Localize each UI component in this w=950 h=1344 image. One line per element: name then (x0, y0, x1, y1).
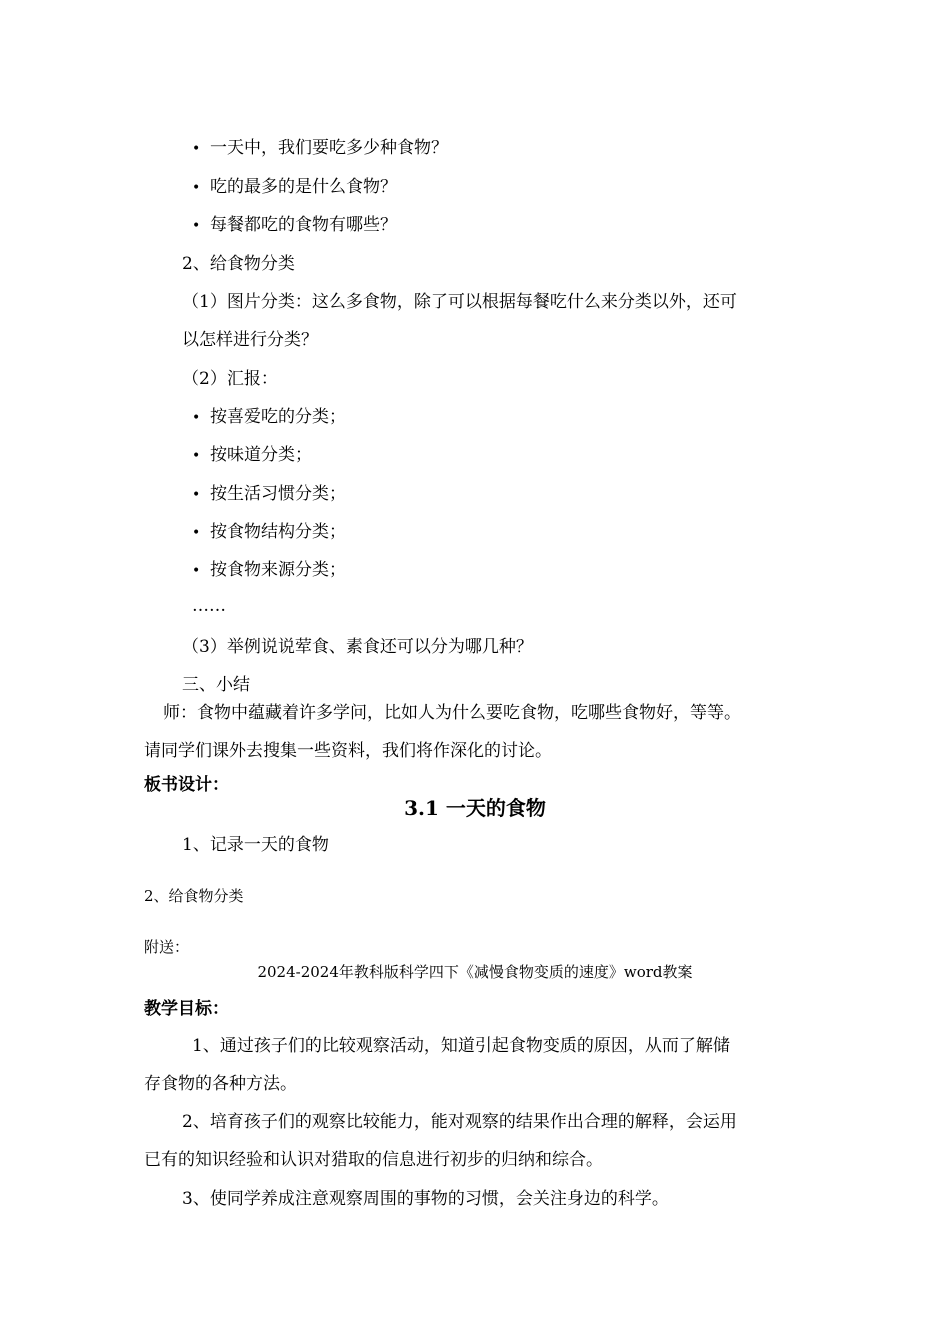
bullet-question-2: • 吃的最多的是什么食物？ (192, 176, 397, 199)
appendix-doc-title: 2024-2024年教科版科学四下《减慢食物变质的速度》word教案 (257, 963, 693, 981)
summary-line-1: 师：食物中蕴藏着许多学问，比如人为什么要吃食物，吃哪些食物好，等等。 (163, 703, 741, 723)
item2-heading: （2）汇报： (182, 369, 278, 389)
section-heading-classify: 2、给食物分类 (182, 254, 295, 274)
bullet-classify-2: • 按味道分类； (192, 444, 312, 467)
bullet-question-3: • 每餐都吃的食物有哪些？ (192, 214, 397, 237)
board-design-heading: 板书设计： (144, 775, 229, 795)
ellipsis: …… (192, 596, 226, 616)
objective-2-line1: 2、培育孩子们的观察比较能力，能对观察的结果作出合理的解释，会运用 (182, 1112, 737, 1132)
item1-line1: （1）图片分类：这么多食物，除了可以根据每餐吃什么来分类以外，还可 (182, 292, 737, 312)
objective-1-line2: 存食物的各种方法。 (144, 1074, 297, 1094)
appendix-label: 附送： (144, 938, 190, 956)
board-item-1: 1、记录一天的食物 (182, 835, 329, 855)
bullet-classify-3: • 按生活习惯分类； (192, 483, 346, 506)
summary-heading: 三、小结 (182, 675, 250, 695)
item1-line2: 以怎样进行分类？ (182, 330, 318, 350)
objective-2-line2: 已有的知识经验和认识对猎取的信息进行初步的归纳和综合。 (144, 1150, 603, 1170)
bullet-question-1: • 一天中，我们要吃多少种食物？ (192, 137, 448, 160)
item3: （3）举例说说荤食、素食还可以分为哪几种？ (182, 637, 533, 657)
objective-1-line1: 1、通过孩子们的比较观察活动，知道引起食物变质的原因，从而了解储 (192, 1036, 730, 1056)
board-item-2: 2、给食物分类 (144, 887, 244, 905)
objectives-heading: 教学目标： (144, 999, 229, 1019)
bullet-classify-5: • 按食物来源分类； (192, 559, 346, 582)
objective-3: 3、使同学养成注意观察周围的事物的习惯，会关注身边的科学。 (182, 1189, 669, 1209)
board-title: 3.1 一天的食物 (404, 796, 546, 820)
bullet-classify-4: • 按食物结构分类； (192, 521, 346, 544)
bullet-classify-1: • 按喜爱吃的分类； (192, 406, 346, 429)
summary-line-2: 请同学们课外去搜集一些资料，我们将作深化的讨论。 (144, 741, 552, 761)
